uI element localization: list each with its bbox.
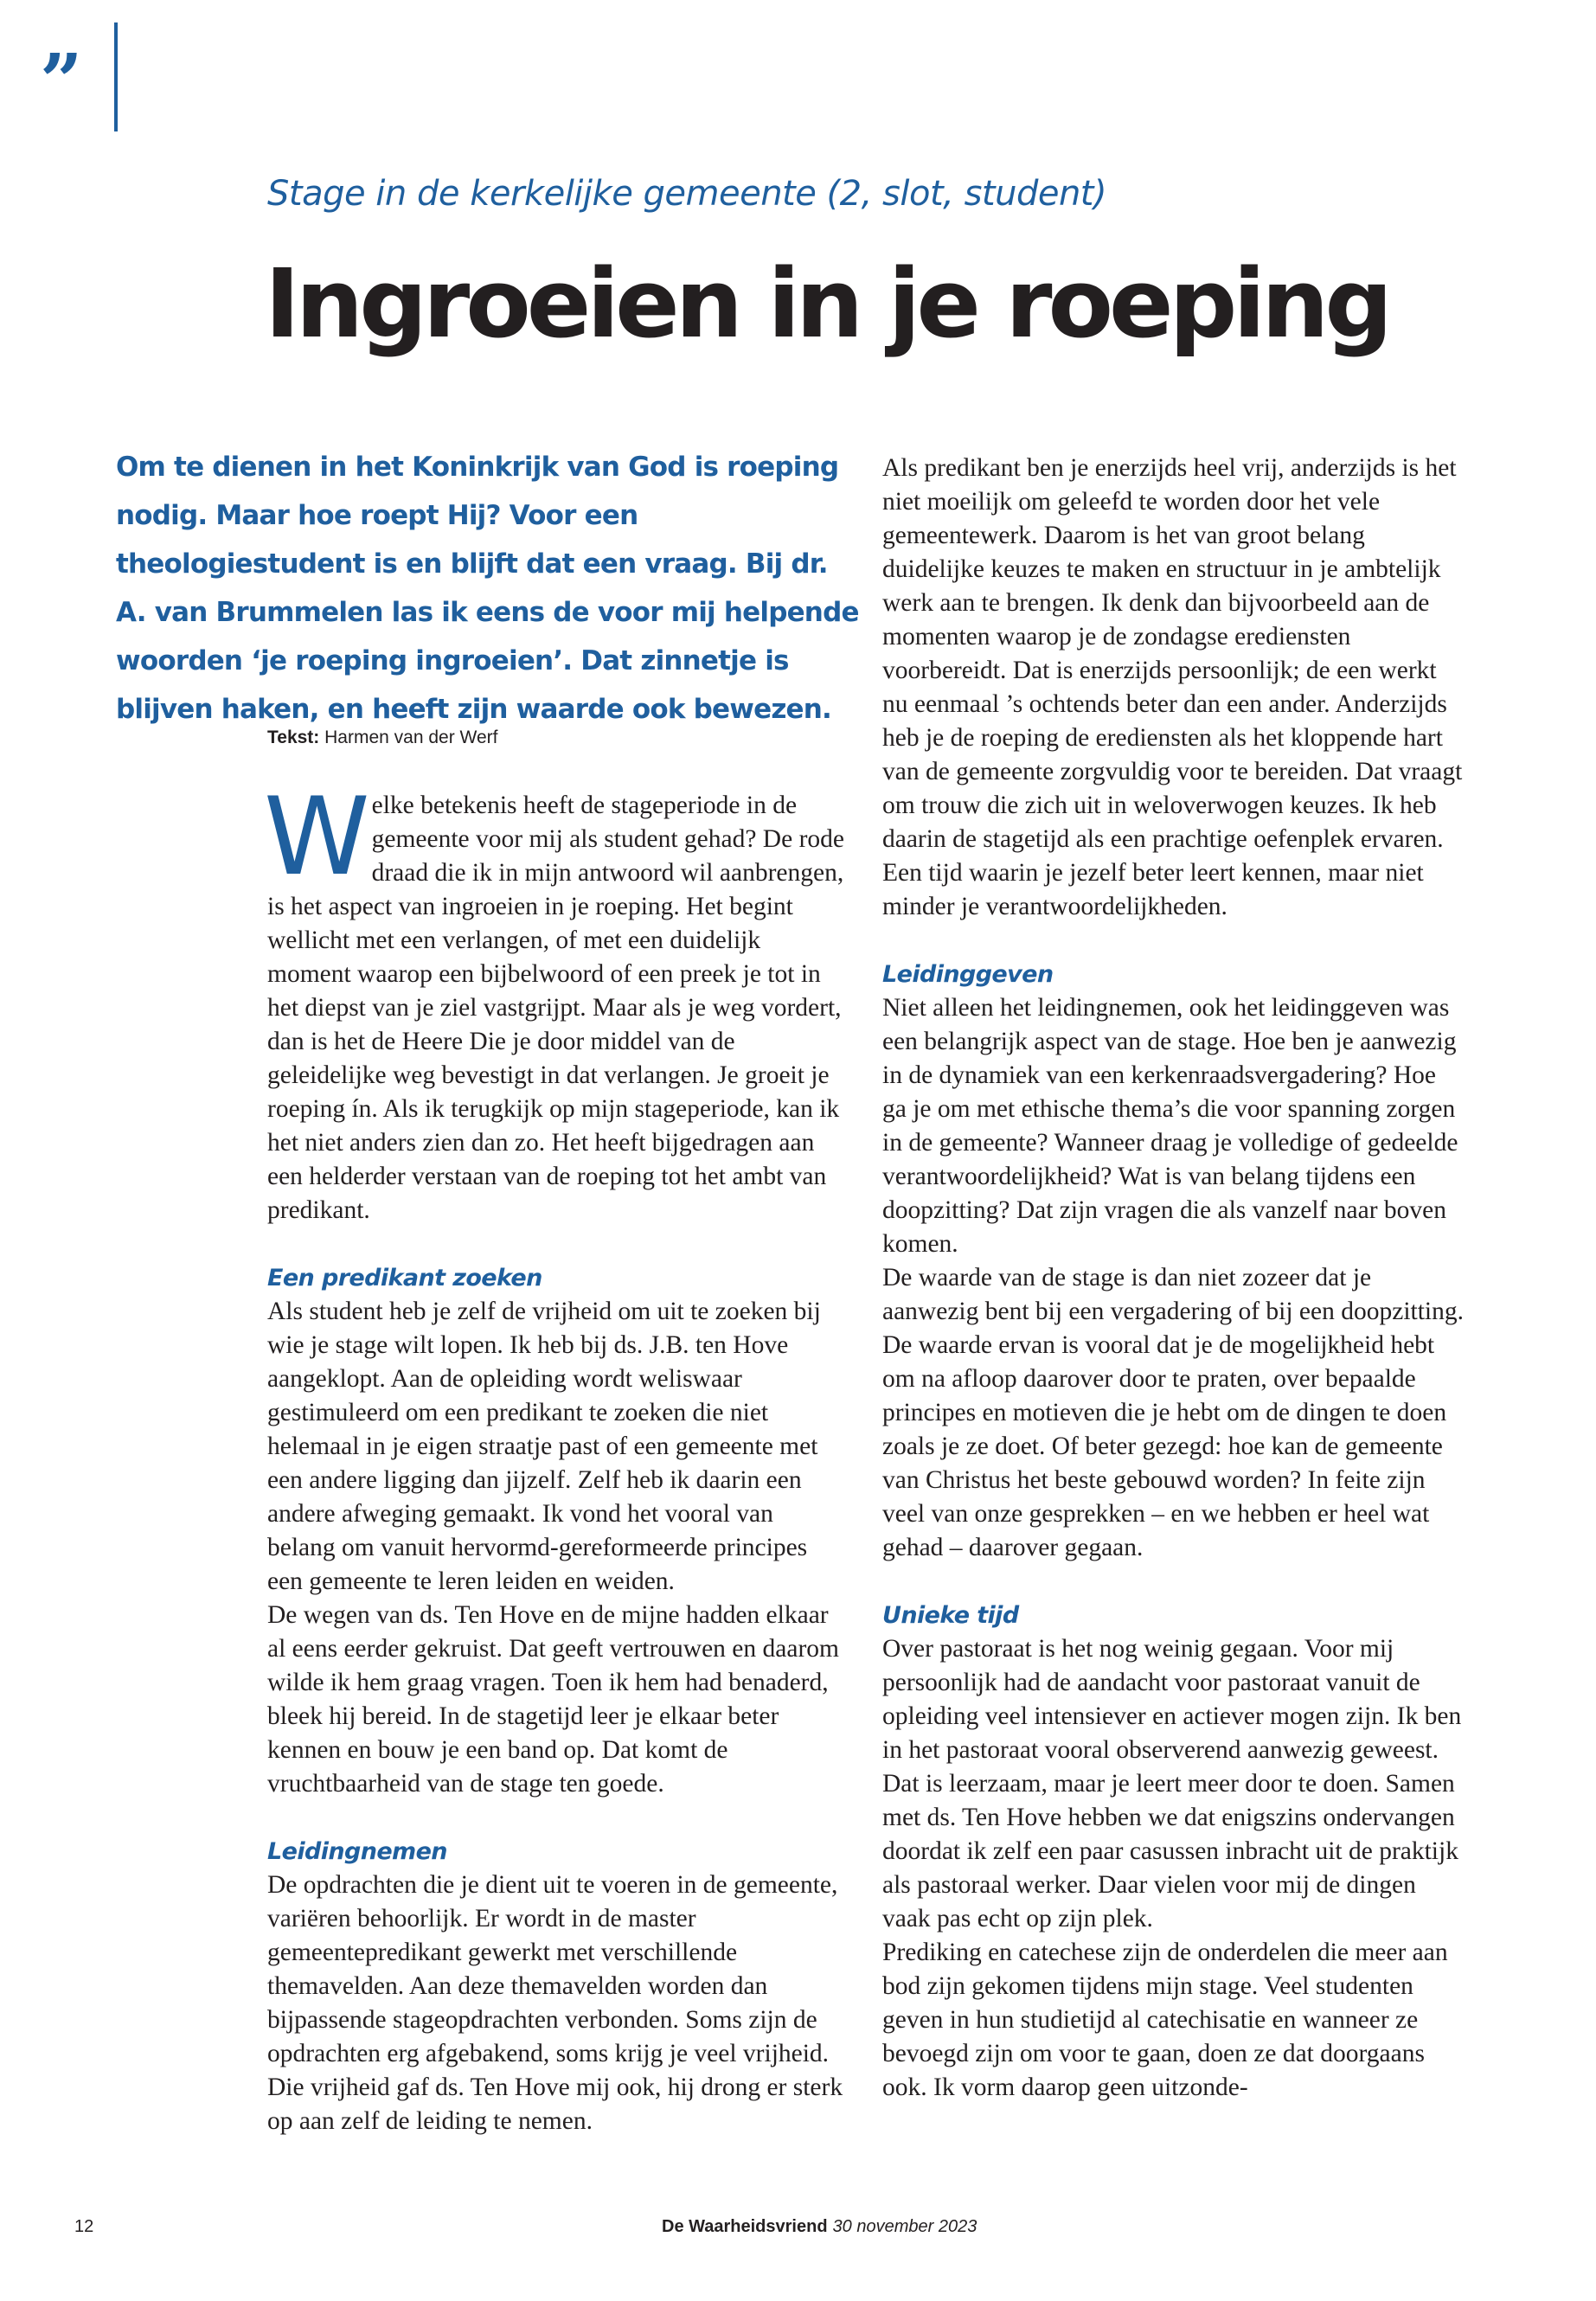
subheading-leidingnemen: Leidingnemen	[267, 1838, 447, 1865]
paragraph: De wegen van ds. Ten Hove en de mijne hadden elkaar al eens eerder gekruist. Dat geeft vertrouwen en daarom wilde ik hem graag vragen. Toen ik hem had benaderd, bleek hij bereid. In de stagetijd leer je elkaar beter kennen en bouw je een band op. Dat komt de vruchtbaarheid van de stage ten goede.	[267, 1601, 839, 1798]
article-kicker: Stage in de kerkelijke gemeente (2, slot, student)	[267, 174, 1107, 214]
article-column-left	[264, 775, 845, 2138]
paragraph: De waarde van de stage is dan niet zozeer dat je aanwezig bent bij een vergadering of bij een doopzitting. De waarde ervan is vooral dat je de mogelijkheid hebt om na afloop daarover door te praten, over bepaalde principes en motieven die je hebt om de dingen te doen zoals je ze doet. Of beter gezegd: hoe kan de gemeente van Christus het beste gebouwd worden? In feite zijn veel van onze gesprekken – en we hebben er heel wat gehad – daarover gegaan.	[882, 1264, 1464, 1561]
article-intro	[264, 775, 845, 1227]
byline-author: Harmen van der Werf	[324, 727, 498, 747]
paragraph: Over pastoraat is het nog weinig gegaan. Voor mij persoonlijk had de aandacht voor pastoraat vanuit de opleiding veel intensiever en actiever mogen zijn. Ik ben in het pastoraat vooral observerend aanwezig geweest. Dat is leerzaam, maar je leert meer door te doen. Samen met ds. Ten Hove hebben we dat enigszins ondervangen doordat ik zelf een paar casussen inbracht uit de praktijk als pastoraal werker. Daar vielen voor mij de dingen vaak pas echt op zijn plek.	[882, 1635, 1462, 1932]
article-title: Ingroeien in je roeping	[265, 248, 1389, 359]
issue-date: 30 november 2023	[832, 2217, 977, 2236]
subheading-unieke-tijd: Unieke tijd	[882, 1602, 1019, 1629]
quote-mark: ”	[40, 38, 78, 125]
paragraph: De opdrachten die je dient uit te voeren in de gemeente, variëren behoorlijk. Er wordt in de master gemeentepredikant gewerkt met verschillende themavelden. Aan deze themavelden worden dan bijpassende stageopdrachten verbonden. Soms zijn de opdrachten erg afgebakend, soms krijg je veel vrijheid. Die vrijheid gaf ds. Ten Hove mij ook, hij drong er sterk op aan zelf de leiding te nemen.	[267, 1871, 843, 2135]
paragraph: Als student heb je zelf de vrijheid om uit te zoeken bij wie je stage wilt lopen. Ik heb bij ds. J.B. ten Hove aangeklopt. Aan de opleiding wordt weliswaar gestimuleerd om een predikant te zoeken die niet helemaal in je eigen straatje past of een gemeente met een andere ligging dan jijzelf. Zelf heb ik daarin een andere afweging gemaakt. Ik vond het vooral van belang om vanuit hervormd-gereformeerde principes een gemeente te leren leiden en weiden.	[267, 1298, 821, 1595]
byline-label: Tekst:	[267, 727, 320, 747]
intro-text: elke betekenis heeft de stageperiode in de gemeente voor mij als student gehad? De rode draad die ik in mijn antwoord wil aanbrengen, is het aspect van ingroeien in je roeping. Het begint wellicht met een verlangen, of met een duidelijk moment waarop een bijbelwoord of een preek je tot in het diepst van je ziel vastgrijpt. Maar als je weg vordert, dan is het de Heere Die je door middel van de geleidelijke weg bevestigt in dat verlangen. Je groeit je roeping ín. Als ik terugkijk op mijn stageperiode, kan ik het niet anders zien dan zo. Het heeft bijgedragen aan een helderder verstaan van de roeping tot het ambt van predikant.	[267, 792, 844, 1224]
article-lead: Om te dienen in het Koninkrijk van God is roeping nodig. Maar hoe roept Hij? Voor een theologiestudent is en blijft dat een vraag. Bij dr. A. van Brummelen las ik eens de voor mij helpende woorden ‘je roeping ingroeien’. Dat zinnetje is blijven haken, en heeft zijn waarde ook bewezen.	[116, 452, 859, 725]
drop-cap: W	[264, 775, 362, 900]
paragraph: Prediking en catechese zijn de onderdelen die meer aan bod zijn gekomen tijdens mijn stage. Veel studenten geven in hun studietijd al catechisatie en wanneer ze bevoegd zijn om voor te gaan, doen ze dat doorgaans ook. Ik vorm daarop geen uitzonde-	[882, 1939, 1448, 2101]
byline	[267, 725, 498, 751]
paragraph: Als predikant ben je enerzijds heel vrij, anderzijds is het niet moeilijk om geleefd te worden door het vele gemeentewerk. Daarom is het van groot belang duidelijke keuzes te maken en structuur in je ambtelijk werk aan te brengen. Ik denk dan bijvoorbeeld aan de momenten waarop je de zondagse erediensten voorbereidt. Dat is enerzijds persoonlijk; de een werkt nu eenmaal ’s ochtends beter dan een ander. Anderzijds heb je de roeping de erediensten als het kloppende hart van de gemeente zorgvuldig voor te bereiden. Dat vraagt om trouw die zich uit in weloverwogen keuzes. Ik heb daarin de stagetijd als een prachtige oefenplek ervaren. Een tijd waarin je jezelf beter leert kennen, maar niet minder je verantwoordelijkheden.	[882, 454, 1463, 920]
subheading-leidinggeven: Leidinggeven	[882, 961, 1054, 988]
page-number: 12	[74, 2217, 94, 2236]
subheading-predikant-zoeken: Een predikant zoeken	[267, 1265, 542, 1292]
paragraph: Niet alleen het leidingnemen, ook het leidinggeven was een belangrijk aspect van de stage. Hoe ben je aanwezig in de dynamiek van een kerkenraadsvergadering? Hoe ga je om met ethische thema’s die voor spanning zorgen in de gemeente? Wanneer draag je volledige of gedeelde verantwoordelijkheid? Wat is van belang tijdens een doopzitting? Dat zijn vragen die als vanzelf naar boven komen.	[882, 994, 1458, 1258]
article-column-right	[882, 452, 1466, 2105]
magazine-footer	[662, 2214, 977, 2239]
magazine-name: De Waarheidsvriend	[662, 2217, 828, 2236]
vertical-rule	[114, 22, 118, 131]
